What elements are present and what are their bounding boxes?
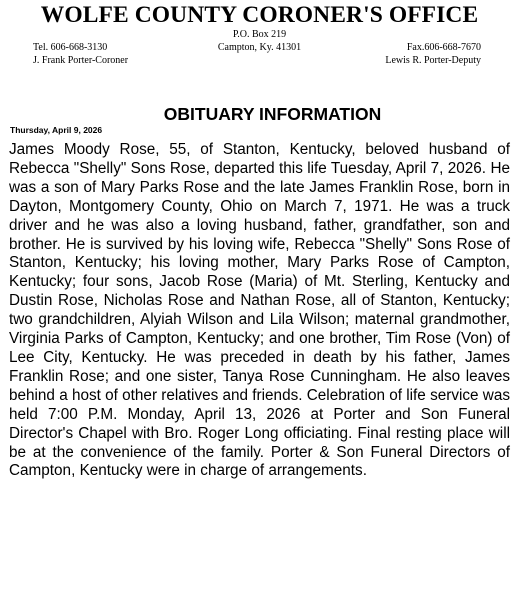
section-title: OBITUARY INFORMATION bbox=[163, 104, 382, 124]
obituary-text: James Moody Rose, 55, of Stanton, Kentucky, beloved husband of Rebecca "Shelly" Sons Rose, departed this life Tuesday, April 7, 2026. He was a son of Mary Parks Rose and the late James Franklin Rose, born in Dayton, Montgomery County, Ohio on March 7, 1971. He was a truck driver and he was also a loving husband, father, grandfather, son and brother. He is survived by his loving wife, Rebecca "Shelly" Sons Rose of Stanton, Kentucky; his loving mother, Mary Parks Rose of Campton, Kentucky; four sons, Jacob Rose (Maria) of Mt. Sterling, Kentucky and Dustin Rose, Nicholas Rose and Nathan Rose, all of Stanton, Kentucky; two grandchildren, Alyiah Wilson and Lila Wilson; maternal grandmother, Virginia Parks of Campton, Kentucky; and one brother, Tim Rose (Von) of Lee City, Kentucky. He was preceded in death by his father, James Franklin Rose; and one sister, Tanya Rose Cunningham. He also leaves behind a host of other relatives and friends. Celebration of life service was held 7:00 P.M. Monday, April 13, 2026 at Porter and Son Funeral Director's Chapel with Bro. Roger Long officiating. Final resting place will be at the convenience of the family. Porter & Son Funeral Directors of Campton, Kentucky were in charge of arrangements. bbox=[9, 141, 510, 480]
fax-number: Fax.606-668-7670 bbox=[406, 42, 481, 53]
telephone-number: Tel. 606-668-3130 bbox=[33, 42, 108, 53]
deputy-name: Lewis R. Porter-Deputy bbox=[385, 55, 481, 66]
office-title: WOLFE COUNTY CORONER'S OFFICE bbox=[40, 2, 479, 28]
coroner-name: J. Frank Porter-Coroner bbox=[33, 55, 129, 66]
office-address-city: Campton, Ky. 41301 bbox=[217, 42, 302, 53]
po-box: P.O. Box 219 bbox=[232, 29, 287, 40]
notice-date: Thursday, April 9, 2026 bbox=[10, 125, 103, 135]
